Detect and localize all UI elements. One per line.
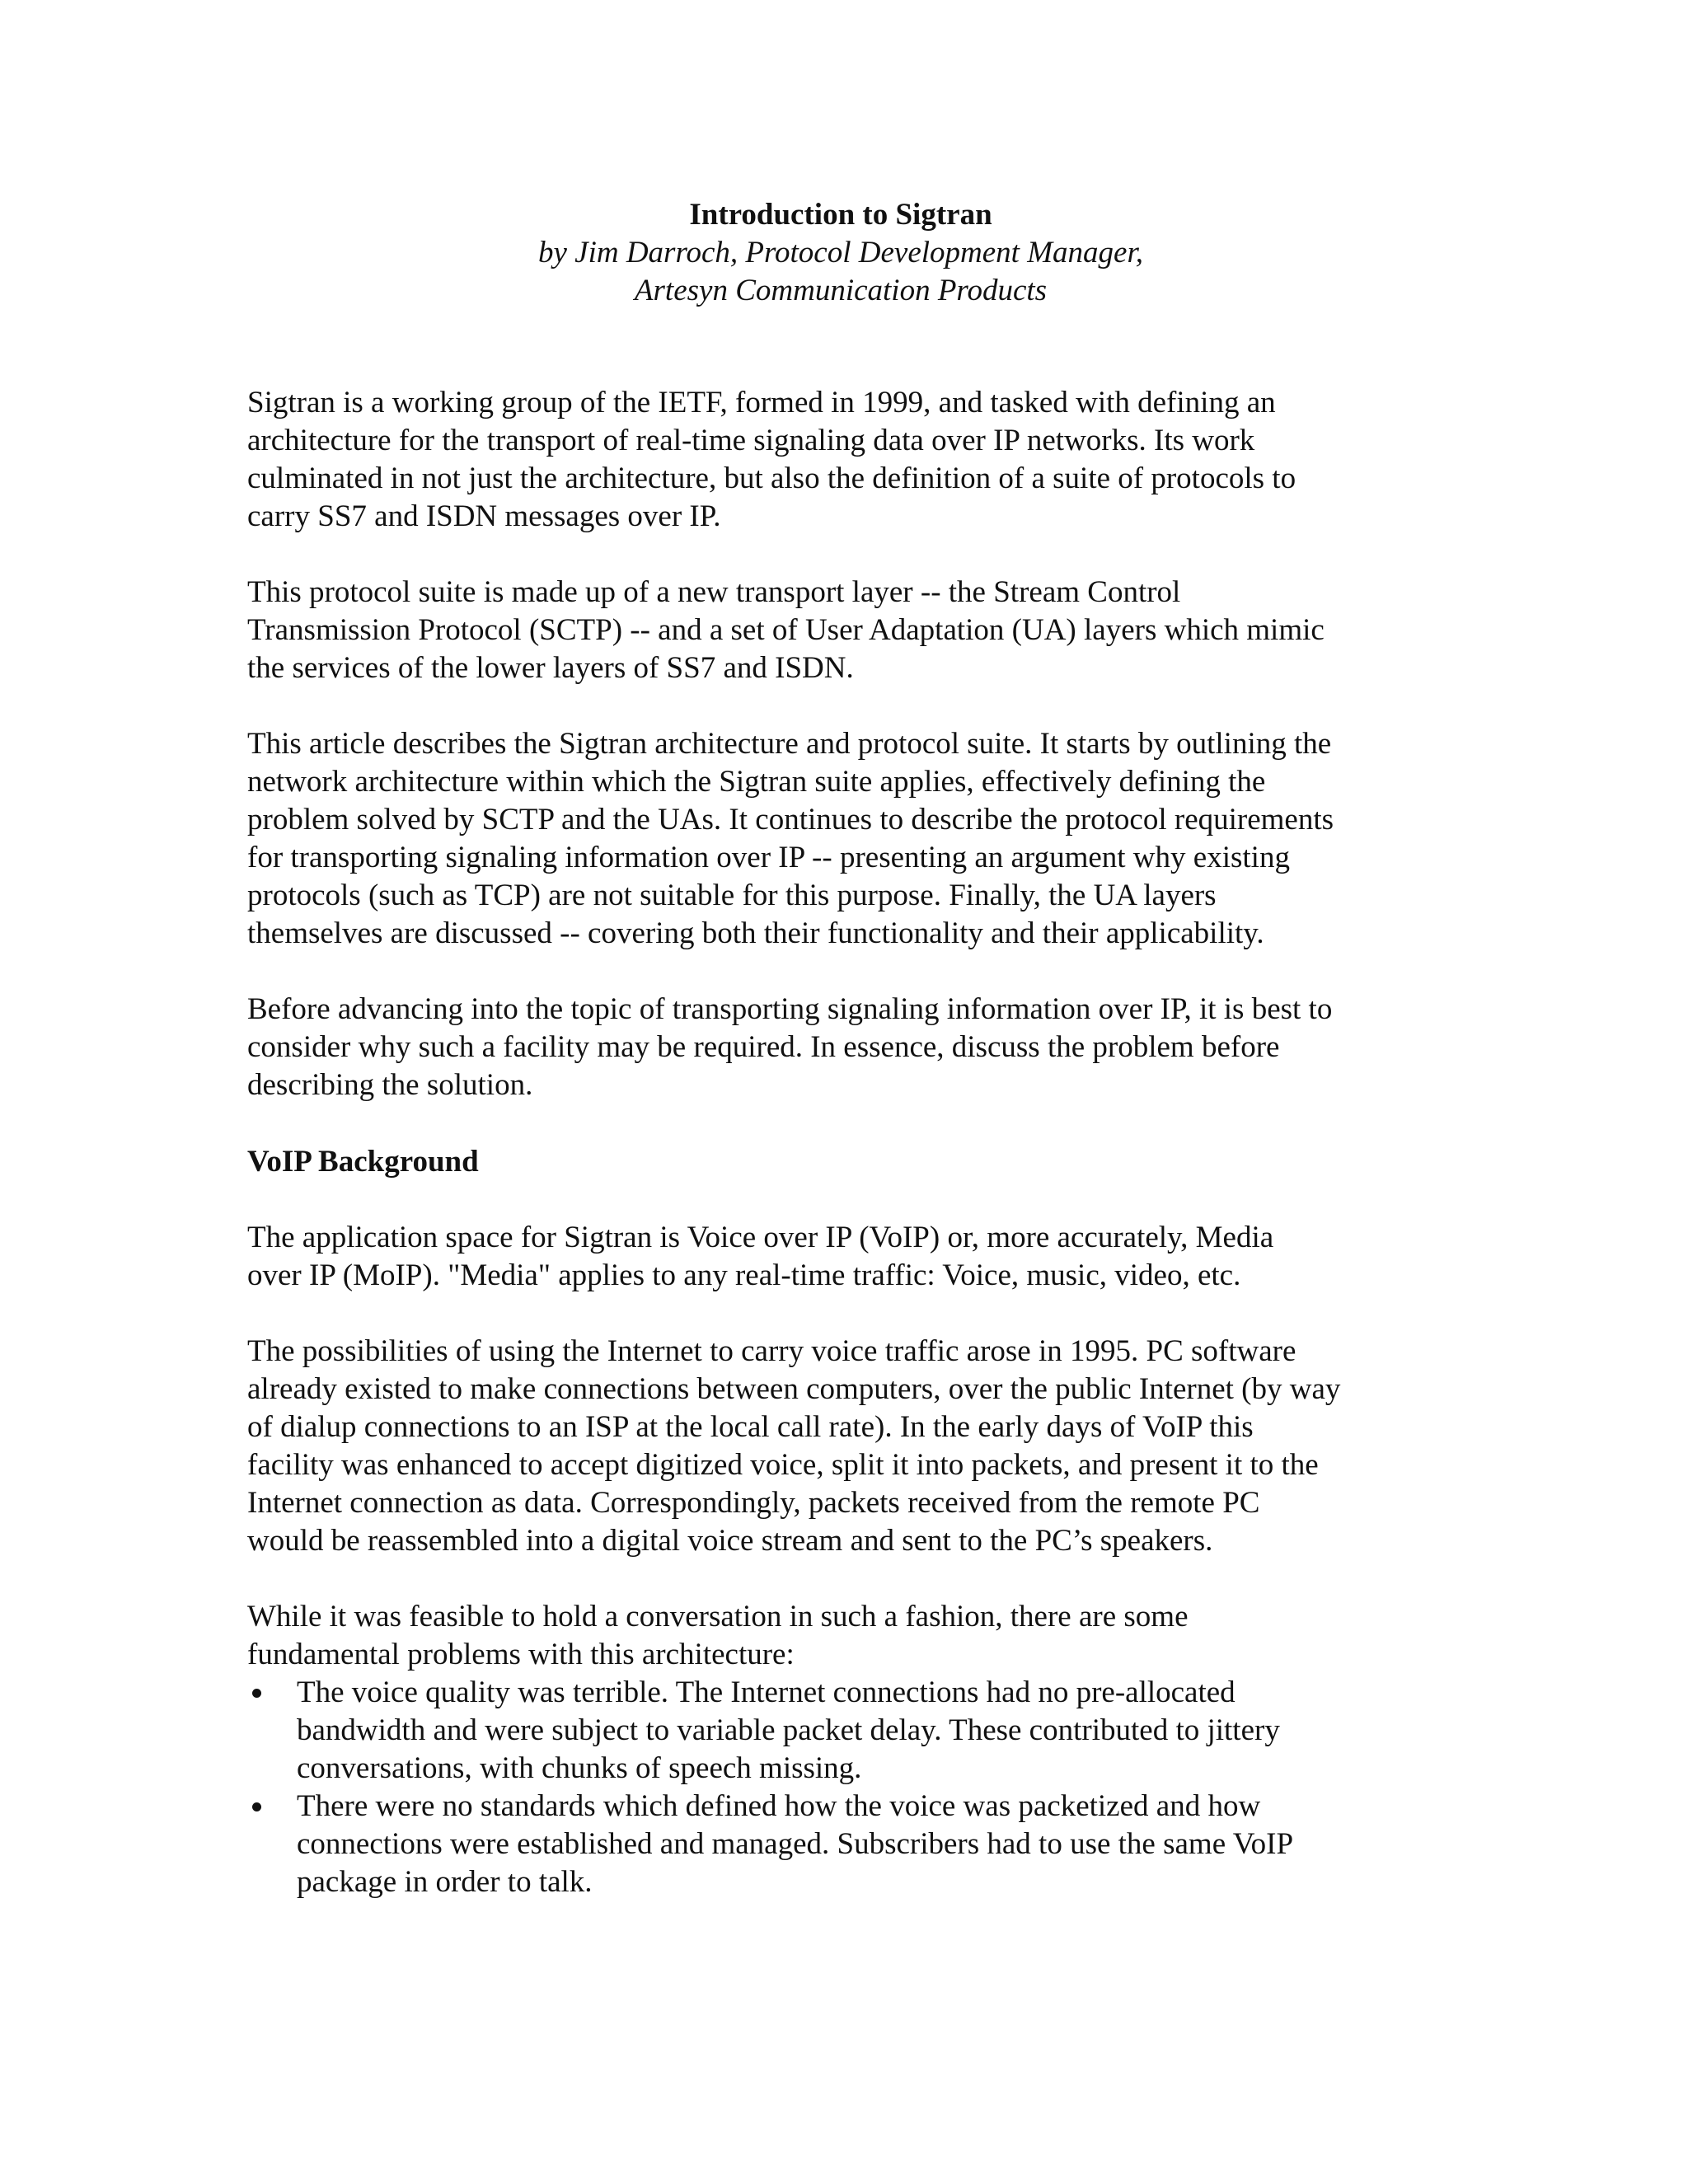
intro-paragraph-4: Before advancing into the topic of transporting signaling information over IP, it is best to consider why such a facility may be required. In essence, discuss the problem before describing the solution. (247, 992, 1333, 1102)
voip-paragraph-2: The possibilities of using the Internet to carry voice traffic arose in 1995. PC software already existed to make connections between computers, over the public Internet (by way of dialup connections to an ISP at the local call rate). In the early days of VoIP this facility was enhanced to accept digitized voice, split it into packets, and present it to the Internet connection as data. Correspondingly, packets received from the remote PC would be reassembled into a digital voice stream and sent to the PC’s speakers. (247, 1334, 1341, 1558)
list-item (247, 1674, 1442, 1788)
intro-paragraph-2: This protocol suite is made up of a new transport layer -- the Stream Control Transmission Protocol (SCTP) -- and a set of User Adaptation (UA) layers which mimic the services of the lower layers of SS7 and ISDN. (247, 575, 1325, 685)
article-byline: by Jim Darroch, Protocol Development Manager, (537, 236, 1143, 269)
bullet-icon (252, 1802, 261, 1811)
article-title: Introduction to Sigtran (689, 198, 992, 232)
intro-paragraph-3: This article describes the Sigtran architecture and protocol suite. It starts by outlining the network architecture within which the Sigtran suite applies, effectively defining the problem solved by SCTP and the UAs. It continues to describe the protocol requirements for transporting signaling information over IP -- presenting an argument why existing protocols (such as TCP) are not suitable for this purpose. Finally, the UA layers themselves are discussed -- covering both their functionality and their applicability. (247, 727, 1334, 950)
voip-paragraph-3: While it was feasible to hold a conversation in such a fashion, there are some fundamental problems with this architecture: (247, 1600, 1189, 1671)
list-item-text: There were no standards which defined how the voice was packetized and how connections were established and managed. Subscribers had to use the same VoIP package in order to talk. (297, 1789, 1294, 1899)
bullet-icon (252, 1689, 261, 1698)
article-body (247, 384, 1442, 1901)
article-header (247, 196, 1434, 310)
list-item (247, 1788, 1442, 1901)
list-item-text: The voice quality was terrible. The Internet connections had no pre-allocated bandwidth and were subject to variable packet delay. These contributed to jittery conversations, with chunks of speech missing. (297, 1675, 1280, 1785)
section-heading-voip: VoIP Background (247, 1145, 479, 1179)
article-organization: Artesyn Communication Products (634, 274, 1048, 307)
intro-paragraph-1: Sigtran is a working group of the IETF, formed in 1999, and tasked with defining an architecture for the transport of real-time signaling data over IP networks. Its work culminated in not just the architecture, but also the definition of a suite of protocols to carry SS7 and ISDN messages over IP. (247, 386, 1296, 533)
problems-list (247, 1674, 1442, 1901)
voip-paragraph-1: The application space for Sigtran is Voice over IP (VoIP) or, more accurately, Media over IP (MoIP). "Media" applies to any real-time traffic: Voice, music, video, etc. (247, 1221, 1274, 1292)
